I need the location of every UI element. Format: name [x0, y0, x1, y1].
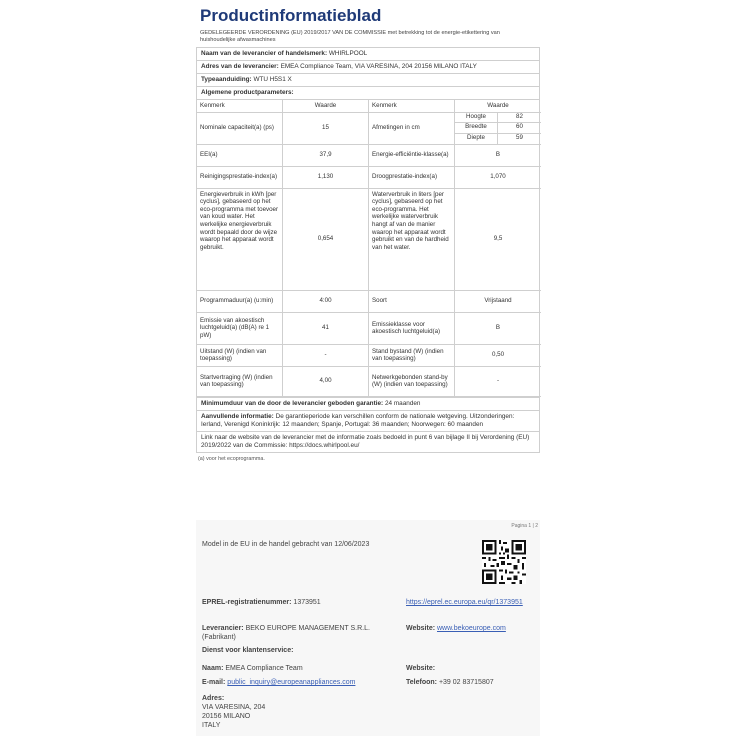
address-label: Adres van de leverancier: [201, 63, 279, 70]
name-value: EMEA Compliance Team [225, 665, 303, 672]
header-waarde-2: Waarde [455, 100, 541, 113]
eprel-info-sheet [196, 520, 540, 736]
email-row [202, 678, 355, 687]
address-value: EMEA Compliance Team, VIA VARESINA, 204 20156 MILANO ITALY [280, 63, 477, 70]
page-title: Productinformatieblad [200, 6, 382, 25]
supplier-link-row [196, 431, 540, 453]
general-parameters-row [196, 86, 540, 99]
model-label: Typeaanduiding: [201, 76, 252, 83]
dimensions-values [455, 113, 541, 145]
depth-label: Diepte [455, 134, 498, 144]
dimensions-label: Afmetingen in cm [369, 113, 455, 145]
eei-label: EEI(a) [197, 145, 283, 167]
address-line-2: 20156 MILANO [202, 713, 251, 720]
customer-service-label: Dienst voor klantenservice: [202, 647, 294, 654]
width-label: Breedte [455, 123, 498, 134]
water-consumption-label: Waterverbruik in liters [per cyclus], gebaseerd op het eco-programma. Het werkelijke waterverbruik hangt af van de manier waarop het apparaat wordt gebruikt en van de hardheid van het water. [369, 189, 455, 291]
warranty-value: 24 maanden [384, 399, 421, 407]
address-block [202, 694, 265, 730]
noise-label: Emissie van akoestisch luchtgeluid(a) (dB(A) re 1 pW) [197, 313, 283, 345]
model-value: WTU H5S1 X [253, 76, 292, 83]
network-standby-label: Netwerkgebonden stand-by (W) (indien van toepassing) [369, 367, 455, 397]
eei-value: 37,9 [283, 145, 369, 167]
cleaning-value: 1,130 [283, 167, 369, 189]
network-standby-value: - [455, 367, 541, 397]
additional-info-row [196, 410, 540, 431]
width-value: 60 [498, 123, 541, 134]
regulation-text: GEDELEGEERDE VERORDENING (EU) 2019/2017 VAN DE COMMISSIE met betrekking tot de energie-etikettering van huishoudelijke afwasmachines [200, 30, 500, 43]
address-line-1: VIA VARESINA, 204 [202, 704, 266, 711]
email-label: E-mail: [202, 679, 226, 686]
cleaning-label: Reinigingsprestatie-index(a) [197, 167, 283, 189]
energy-consumption-label: Energieverbruik in kWh [per cyclus], gebaseerd op het eco-programma met toevoer van koud water. Het werkelijke energieverbruik wordt bepaald door de wijze waarop het apparaat wordt gebruikt. [197, 189, 283, 291]
page-number: Pagina 1 | 2 [511, 523, 538, 529]
noise-class-label: Emissieklasse voor akoestisch luchtgeluid(a) [369, 313, 455, 345]
website-link[interactable]: www.bekoeurope.com [437, 625, 506, 632]
address-label-2: Adres: [202, 695, 225, 702]
placed-on-market-text: Model in de EU in de handel gebracht van 12/06/2023 [202, 541, 370, 548]
warranty-label: Minimumduur van de door de leverancier geboden garantie: [201, 399, 384, 407]
energy-class-label: Energie-efficiëntie-klasse(a) [369, 145, 455, 167]
water-consumption-value: 9,5 [455, 189, 541, 291]
eprel-label: EPREL-registratienummer: [202, 599, 292, 606]
parameters-table [196, 99, 540, 397]
supplier-value: WHIRLPOOL [328, 50, 368, 57]
warranty-row [196, 397, 540, 410]
eprel-row [202, 598, 321, 607]
delay-start-value: 4,00 [283, 367, 369, 397]
address-row [196, 60, 540, 73]
footnote: (a) voor het ecoprogramma. [198, 455, 265, 462]
capacity-value: 15 [283, 113, 369, 145]
general-parameters-label: Algemene productparameters: [201, 89, 294, 96]
eprel-link[interactable]: https://eprel.ec.europa.eu/qr/1373951 [406, 599, 523, 606]
standby-value: 0,50 [455, 345, 541, 367]
drying-label: Droogprestatie-index(a) [369, 167, 455, 189]
phone-row [406, 678, 494, 687]
header-kenmerk: Kenmerk [197, 100, 283, 113]
type-value: Vrijstaand [455, 291, 541, 313]
noise-class-value: B [455, 313, 541, 345]
website-label-2: Website: [406, 665, 436, 672]
name-row [202, 664, 303, 673]
phone-value: +39 02 83715807 [438, 679, 494, 686]
delay-start-label: Startvertraging (W) (indien van toepassing) [197, 367, 283, 397]
drying-value: 1,070 [455, 167, 541, 189]
address-line-3: ITALY [202, 722, 221, 729]
duration-label: Programmaduur(a) (u:min) [197, 291, 283, 313]
header-kenmerk-2: Kenmerk [369, 100, 455, 113]
duration-value: 4:00 [283, 291, 369, 313]
phone-label: Telefoon: [406, 679, 437, 686]
standby-label: Stand bystand (W) (indien van toepassing) [369, 345, 455, 367]
type-label: Soort [369, 291, 455, 313]
energy-consumption-value: 0,654 [283, 189, 369, 291]
website-label: Website: [406, 625, 436, 632]
website-row [406, 624, 506, 633]
height-value: 82 [498, 113, 541, 124]
eprel-value: 1373951 [293, 599, 321, 606]
supplier-row-2 [202, 624, 398, 642]
product-information-sheet [196, 0, 540, 500]
supplier-value-2: BEKO EUROPE MANAGEMENT S.R.L. (Fabrikant) [202, 625, 370, 641]
noise-value: 41 [283, 313, 369, 345]
header-waarde: Waarde [283, 100, 369, 113]
email-link[interactable]: public_inquiry@europeanappliances.com [227, 679, 356, 686]
supplier-label-2: Leverancier: [202, 625, 244, 632]
customer-service-heading [202, 646, 293, 655]
website-row-2 [406, 664, 435, 673]
height-label: Hoogte [455, 113, 498, 124]
additional-info-label: Aanvullende informatie: [201, 412, 274, 420]
model-row [196, 73, 540, 86]
capacity-label: Nominale capaciteit(a) (ps) [197, 113, 283, 145]
off-mode-label: Uitstand (W) (indien van toepassing) [197, 345, 283, 367]
supplier-label: Naam van de leverancier of handelsmerk: [201, 50, 328, 57]
supplier-link-text: Link naar de website van de leverancier met de informatie zoals bedoeld in punt 6 van bijlage II bij Verordening (EU) 2019/2022 van de Commissie: https://docs.whirlpool.eu/ [201, 433, 530, 449]
supplier-row [196, 47, 540, 60]
additional-info-value: De garantieperiode kan verschillen conform de nationale wetgeving. Uitzonderingen: Ierland, Verenigd Koninkrijk: 12 maanden; Spanje, Portugal: 36 maanden; Noorwegen: 60 maanden [201, 412, 515, 428]
qr-code-icon[interactable] [482, 540, 526, 584]
off-mode-value: - [283, 345, 369, 367]
energy-class-value: B [455, 145, 541, 167]
depth-value: 59 [516, 133, 523, 141]
name-label: Naam: [202, 665, 224, 672]
